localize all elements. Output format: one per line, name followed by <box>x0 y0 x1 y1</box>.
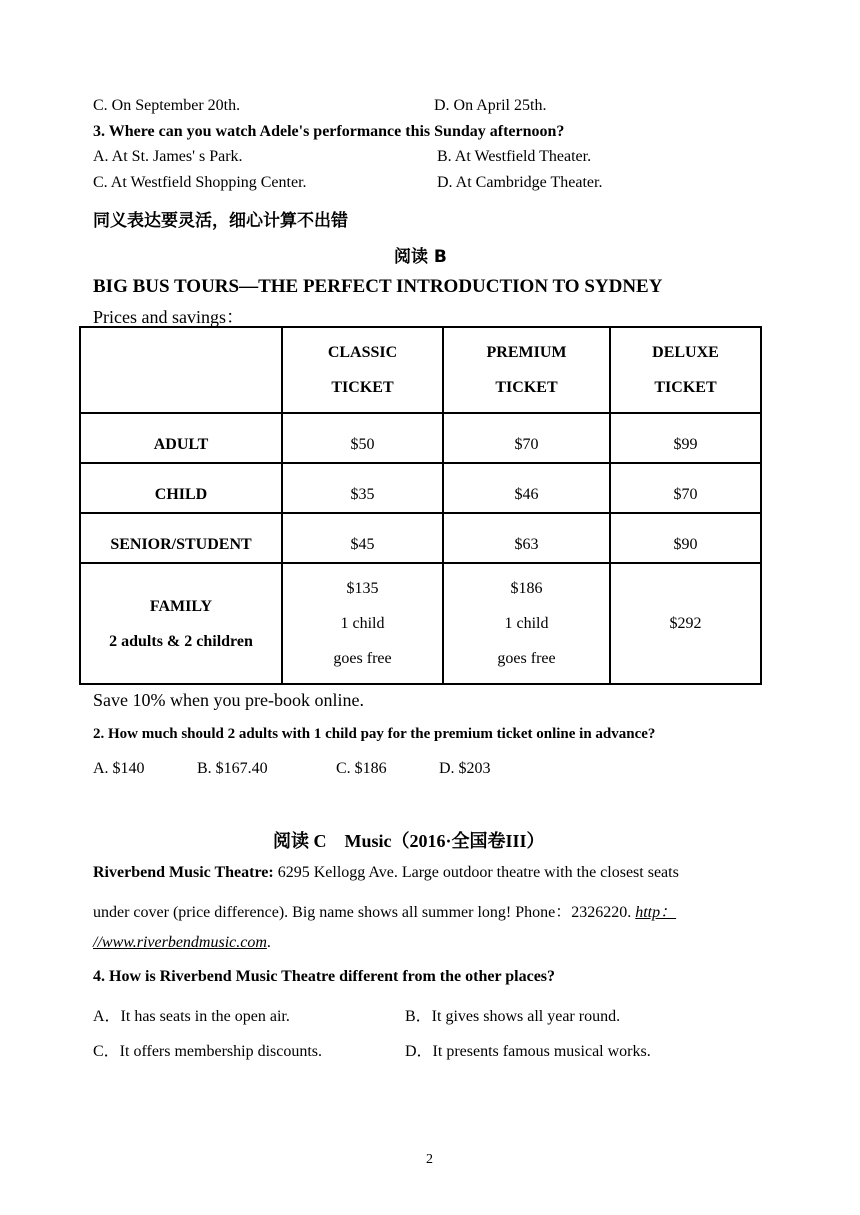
header-classic-line2: TICKET <box>331 379 394 396</box>
reading-c-question: 4. How is Riverbend Music Theatre different from the other places? <box>93 968 556 985</box>
reading-c-line1 <box>93 864 679 882</box>
family-classic-note1: 1 child <box>340 615 385 632</box>
rb-option-d: D. $203 <box>439 760 491 777</box>
header-premium-line1: PREMIUM <box>486 344 567 361</box>
reading-b-subtitle: Prices and savings： <box>93 307 244 327</box>
table-header-row <box>80 327 761 413</box>
cell-adult-classic: $50 <box>282 413 443 463</box>
table-row <box>80 463 761 513</box>
cell-senior-premium: $63 <box>443 513 610 563</box>
family-premium-price: $186 <box>510 580 543 597</box>
rc-option-a: A．It has seats in the open air. <box>93 1008 290 1025</box>
venue-desc-2: under cover (price difference). Big name shows all summer long! Phone：2326220. <box>93 904 636 921</box>
header-classic <box>282 327 443 413</box>
header-classic-line1: CLASSIC <box>327 344 398 361</box>
cell-child-deluxe: $70 <box>610 463 761 513</box>
reading-c-heading: 阅读 C Music（2016·全国卷III） <box>273 831 545 851</box>
reading-c-line2 <box>93 899 676 922</box>
reading-b-question: 2. How much should 2 adults with 1 child pay for the premium ticket online in advance? <box>93 726 656 742</box>
rb-option-b: B. $167.40 <box>197 760 268 777</box>
cell-adult-deluxe: $99 <box>610 413 761 463</box>
price-table <box>79 326 762 685</box>
page-number: 2 <box>426 1152 433 1167</box>
table-row <box>80 413 761 463</box>
family-classic-note2: goes free <box>333 650 392 667</box>
cell-family-premium <box>443 563 610 684</box>
row-label-family <box>80 563 282 684</box>
header-deluxe <box>610 327 761 413</box>
link-period: . <box>266 934 271 951</box>
family-premium-note1: 1 child <box>504 615 549 632</box>
empty-header-cell <box>80 327 282 413</box>
cell-senior-classic: $45 <box>282 513 443 563</box>
rb-option-c: C. $186 <box>336 760 387 777</box>
cell-child-classic: $35 <box>282 463 443 513</box>
family-classic-price: $135 <box>346 580 379 597</box>
row-label-senior-student: SENIOR/STUDENT <box>80 513 282 563</box>
tip-text: 同义表达要灵活，细心计算不出错 <box>93 211 348 231</box>
header-deluxe-line2: TICKET <box>654 379 717 396</box>
cell-family-classic <box>282 563 443 684</box>
family-label-line1: FAMILY <box>149 597 213 615</box>
cell-family-deluxe: $292 <box>610 563 761 684</box>
header-deluxe-line1: DELUXE <box>652 344 719 361</box>
option-c: C. On September 20th. <box>93 97 241 114</box>
rb-option-a: A. $140 <box>93 760 145 777</box>
question-3: 3. Where can you watch Adele's performance this Sunday afternoon? <box>93 123 565 140</box>
venue-link-part2[interactable]: //www.riverbendmusic.com <box>93 934 267 951</box>
family-premium-note2: goes free <box>497 650 556 667</box>
venue-name: Riverbend Music Theatre: <box>93 864 274 881</box>
reading-b-heading: 阅读 B <box>394 247 447 267</box>
q3-option-c: C. At Westfield Shopping Center. <box>93 174 307 191</box>
option-d: D. On April 25th. <box>434 97 547 114</box>
q3-option-b: B. At Westfield Theater. <box>437 148 592 165</box>
save-note: Save 10% when you pre-book online. <box>93 690 364 710</box>
rc-option-b: B．It gives shows all year round. <box>405 1008 621 1025</box>
rc-option-c: C．It offers membership discounts. <box>93 1043 323 1060</box>
cell-adult-premium: $70 <box>443 413 610 463</box>
venue-link-part1[interactable]: http： <box>635 904 677 921</box>
q3-option-a: A. At St. James' s Park. <box>93 148 243 165</box>
table-row-family <box>80 563 761 684</box>
family-label-line2: 2 adults & 2 children <box>109 632 253 650</box>
reading-c-line3 <box>93 934 271 952</box>
row-label-child: CHILD <box>80 463 282 513</box>
venue-desc-1: 6295 Kellogg Ave. Large outdoor theatre with the closest seats <box>273 864 679 881</box>
row-label-adult: ADULT <box>80 413 282 463</box>
rc-option-d: D．It presents famous musical works. <box>405 1043 651 1060</box>
cell-child-premium: $46 <box>443 463 610 513</box>
table-row <box>80 513 761 563</box>
q3-option-d: D. At Cambridge Theater. <box>437 174 603 191</box>
reading-b-title: BIG BUS TOURS—THE PERFECT INTRODUCTION TO SYDNEY <box>93 276 663 297</box>
header-premium-line2: TICKET <box>495 379 558 396</box>
cell-senior-deluxe: $90 <box>610 513 761 563</box>
header-premium <box>443 327 610 413</box>
